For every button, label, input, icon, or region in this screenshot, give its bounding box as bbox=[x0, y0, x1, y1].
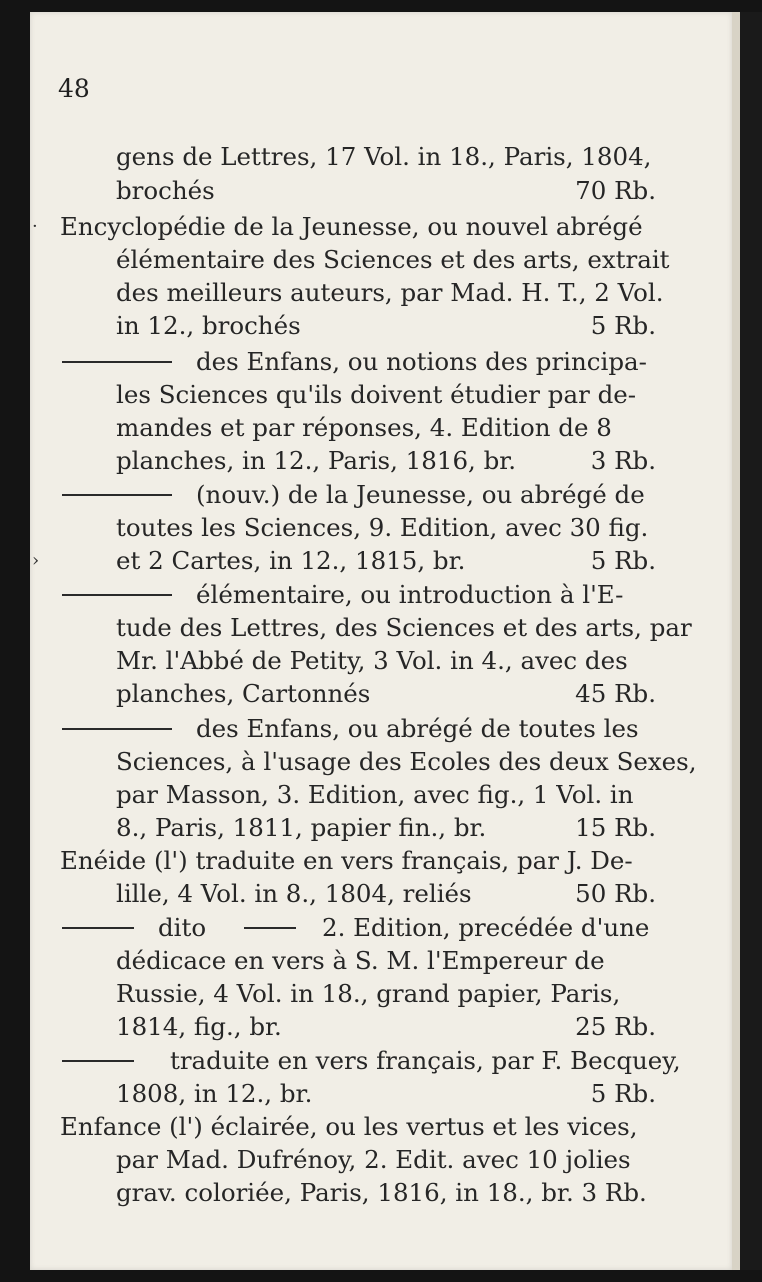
margin-mark: · bbox=[32, 216, 38, 237]
entry-line: des Enfans, ou abrégé de toutes les bbox=[30, 712, 732, 745]
entry-line: mandes et par réponses, 4. Edition de 8 bbox=[116, 413, 612, 442]
entry-line: (nouv.) de la Jeunesse, ou abrégé de bbox=[30, 478, 732, 511]
price: 25 Rb. bbox=[575, 1012, 656, 1041]
price: 5 Rb. bbox=[590, 546, 656, 575]
price: 5 Rb. bbox=[590, 311, 656, 340]
entry-line: lille, 4 Vol. in 8., 1804, reliés 50 Rb. bbox=[116, 879, 656, 908]
price: 70 Rb. bbox=[575, 176, 656, 205]
entry-line: in 12., brochés 5 Rb. bbox=[116, 311, 656, 340]
entry-line: Russie, 4 Vol. in 18., grand papier, Paris, bbox=[116, 979, 621, 1008]
ditto-dash bbox=[244, 927, 296, 929]
entry-line: élémentaire des Sciences et des arts, extrait bbox=[116, 245, 670, 274]
entry-line: · Encyclopédie de la Jeunesse, ou nouvel abrégé bbox=[32, 212, 643, 241]
ditto-dash bbox=[62, 1060, 134, 1062]
entry-line: des Enfans, ou notions des principa- bbox=[30, 345, 732, 378]
entry-line: Enéide (l') traduite en vers français, par J. De- bbox=[60, 846, 633, 875]
entry-line: gens de Lettres, 17 Vol. in 18., Paris, 1804, bbox=[116, 142, 652, 171]
ditto-dash bbox=[62, 594, 172, 596]
entry-line: Sciences, à l'usage des Ecoles des deux Sexes, bbox=[116, 747, 697, 776]
entry-line: toutes les Sciences, 9. Edition, avec 30 fig. bbox=[116, 513, 649, 542]
entry-line: 1814, fig., br. 25 Rb. bbox=[116, 1012, 656, 1041]
ditto-dash bbox=[62, 494, 172, 496]
entry-line: les Sciences qu'ils doivent étudier par de- bbox=[116, 380, 637, 409]
entry-line: par Masson, 3. Edition, avec fig., 1 Vol. in bbox=[116, 780, 634, 809]
entry-line: planches, Cartonnés 45 Rb. bbox=[116, 679, 656, 708]
entry-line: traduite en vers français, par F. Becquey, bbox=[30, 1044, 732, 1077]
price: 45 Rb. bbox=[575, 679, 656, 708]
entry-line: élémentaire, ou introduction à l'E- bbox=[30, 578, 732, 611]
entry-line: des meilleurs auteurs, par Mad. H. T., 2 Vol. bbox=[116, 278, 664, 307]
entry-line: › et 2 Cartes, in 12., 1815, br. 5 Rb. bbox=[32, 546, 656, 575]
ditto-dash bbox=[62, 927, 134, 929]
entry-line: grav. coloriée, Paris, 1816, in 18., br. 3 Rb. bbox=[116, 1178, 647, 1207]
entry-line: dito 2. Edition, precédée d'une bbox=[30, 911, 732, 944]
margin-mark: › bbox=[32, 550, 40, 571]
entry-line: 1808, in 12., br. 5 Rb. bbox=[116, 1079, 656, 1108]
price: 50 Rb. bbox=[575, 879, 656, 908]
page-gutter bbox=[732, 12, 740, 1270]
price: 3 Rb. bbox=[590, 446, 656, 475]
entry-line: tude des Lettres, des Sciences et des arts, par bbox=[116, 613, 692, 642]
entry-line: Mr. l'Abbé de Petity, 3 Vol. in 4., avec des bbox=[116, 646, 628, 675]
entry-line: dédicace en vers à S. M. l'Empereur de bbox=[116, 946, 605, 975]
entry-line: Enfance (l') éclairée, ou les vertus et les vices, bbox=[60, 1112, 638, 1141]
book-page bbox=[30, 12, 732, 1270]
price: 15 Rb. bbox=[575, 813, 656, 842]
entry-line: 8., Paris, 1811, papier fin., br. 15 Rb. bbox=[116, 813, 656, 842]
scan-border bbox=[740, 12, 762, 1270]
entry-line: par Mad. Dufrénoy, 2. Edit. avec 10 jolies bbox=[116, 1145, 631, 1174]
price: 5 Rb. bbox=[590, 1079, 656, 1108]
entry-line: brochés 70 Rb. bbox=[116, 176, 656, 205]
ditto-dash bbox=[62, 361, 172, 363]
ditto-dash bbox=[62, 728, 172, 730]
entry-line: planches, in 12., Paris, 1816, br. 3 Rb. bbox=[116, 446, 656, 475]
page-number: 48 bbox=[58, 74, 90, 103]
